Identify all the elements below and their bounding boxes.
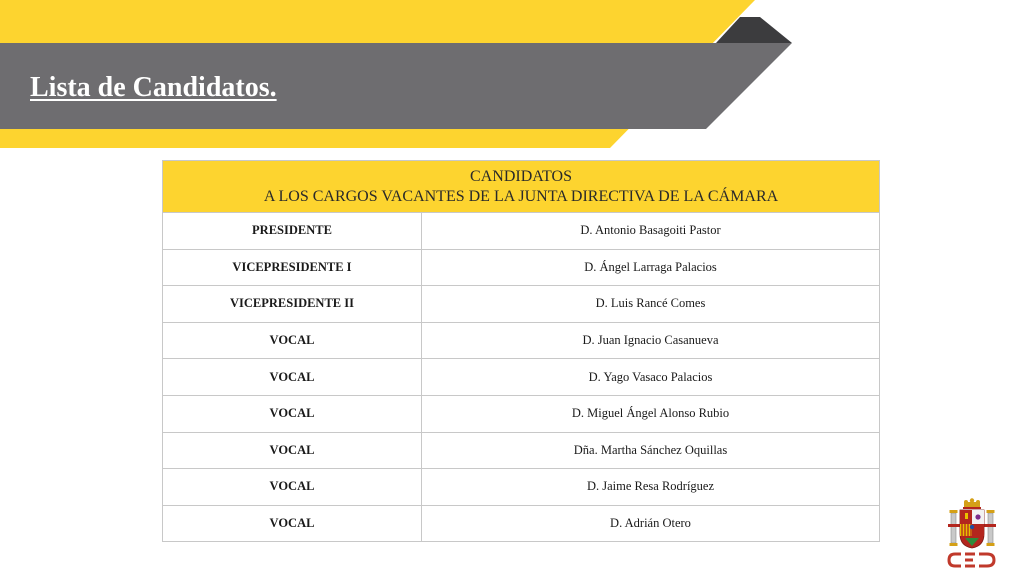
table-row (163, 432, 880, 469)
table-row (163, 213, 880, 250)
table-header-line2: A LOS CARGOS VACANTES DE LA JUNTA DIRECTIVA DE LA CÁMARA (263, 187, 779, 205)
ced-logo-icon (949, 554, 994, 566)
candidate-name-cell: Dña. Martha Sánchez Oquillas (422, 432, 880, 469)
table-row (163, 249, 880, 286)
table-row (163, 469, 880, 506)
table-row (163, 359, 880, 396)
candidate-name-cell: D. Juan Ignacio Casanueva (422, 322, 880, 359)
candidate-name-cell: D. Yago Vasaco Palacios (422, 359, 880, 396)
role-cell: VOCAL (163, 322, 422, 359)
table-header-row (163, 161, 880, 213)
table-row (163, 286, 880, 323)
role-cell: PRESIDENTE (163, 213, 422, 250)
candidate-name-cell: D. Ángel Larraga Palacios (422, 249, 880, 286)
page-title: Lista de Candidatos. (30, 72, 277, 103)
crown-icon (963, 498, 981, 509)
table-header (163, 161, 880, 213)
candidate-name-cell: D. Luis Rancé Comes (422, 286, 880, 323)
table-header-line1: CANDIDATOS (470, 167, 572, 185)
role-cell: VOCAL (163, 469, 422, 506)
table-row (163, 395, 880, 432)
role-cell: VOCAL (163, 395, 422, 432)
role-cell: VOCAL (163, 432, 422, 469)
logo-text: CED (971, 569, 973, 570)
shield-icon (960, 510, 984, 548)
candidate-name-cell: D. Adrián Otero (422, 505, 880, 542)
role-cell: VOCAL (163, 359, 422, 396)
candidate-name-cell: D. Jaime Resa Rodríguez (422, 469, 880, 506)
coat-of-arms-logo (943, 498, 1001, 570)
table-row (163, 505, 880, 542)
role-cell: VICEPRESIDENTE I (163, 249, 422, 286)
candidates-table (162, 160, 880, 542)
candidate-name-cell: D. Antonio Basagoiti Pastor (422, 213, 880, 250)
table-row (163, 322, 880, 359)
candidate-name-cell: D. Miguel Ángel Alonso Rubio (422, 395, 880, 432)
role-cell: VICEPRESIDENTE II (163, 286, 422, 323)
role-cell: VOCAL (163, 505, 422, 542)
